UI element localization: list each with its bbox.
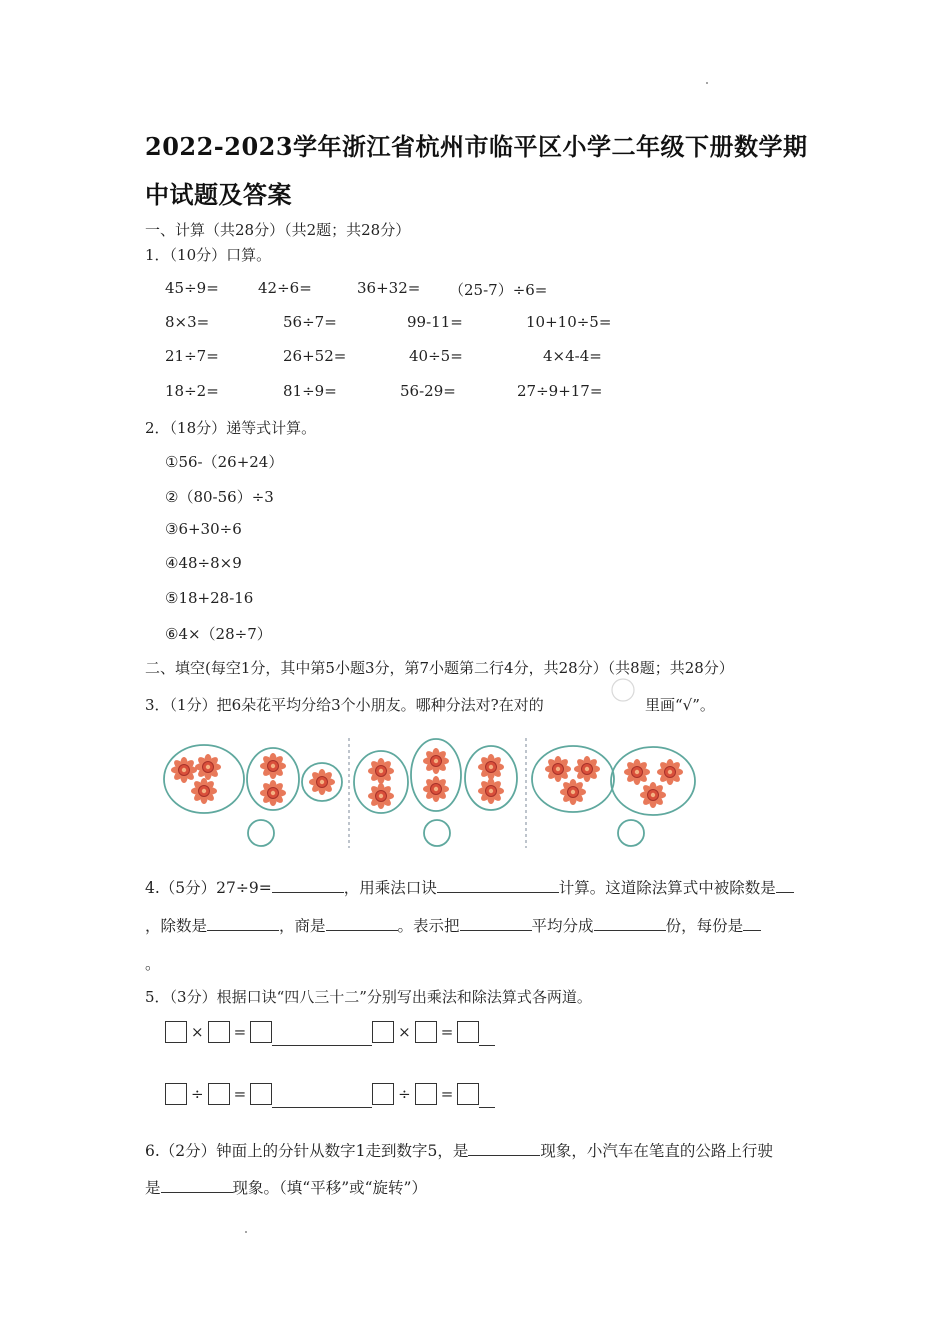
q6-text: 6.（2分）钟面上的分针从数字1走到数字5，是 — [145, 1142, 469, 1160]
q1-cell: 56-29= — [400, 382, 456, 400]
divide-sign: ÷ — [191, 1084, 204, 1103]
equals-sign: = — [440, 1022, 454, 1041]
q6-line2 — [145, 1176, 427, 1198]
q6-line1 — [145, 1139, 773, 1161]
answer-box[interactable] — [457, 1083, 479, 1105]
answer-blank[interactable] — [594, 916, 666, 931]
multiply-sign: × — [398, 1022, 411, 1041]
q1-cell: 4×4-4= — [543, 347, 602, 365]
q4-text: 份，每份是 — [665, 917, 744, 935]
answer-box[interactable] — [415, 1083, 437, 1105]
q1-cell: 81÷9= — [283, 382, 337, 400]
q4-line3: 。 — [145, 955, 161, 973]
section2-header: 二、填空(每空1分，其中第5小题3分，第7小题第二行4分，共28分）（共8题；共28分） — [145, 659, 734, 677]
q3-text-part1: 3．（1分）把6朵花平均分给3个小朋友。哪种分法对?在对的 — [145, 696, 544, 714]
q6-text: 现象，小汽车在笔直的公路上行驶 — [540, 1142, 773, 1160]
q4-line2 — [145, 914, 761, 936]
q4-text: ，除数是 — [145, 917, 208, 935]
divide-sign: ÷ — [398, 1084, 411, 1103]
underline — [479, 1079, 495, 1108]
q1-cell: 99-11= — [407, 313, 463, 331]
scan-speck — [245, 1231, 247, 1233]
section1-header: 一、计算（共28分）（共2题；共28分） — [145, 221, 411, 239]
q1-cell: 21÷7= — [165, 347, 219, 365]
q1-cell: 26+52= — [283, 347, 347, 365]
q4-text: 平均分成 — [531, 917, 594, 935]
q4-text: 。表示把 — [397, 917, 460, 935]
answer-box[interactable] — [165, 1021, 187, 1043]
answer-blank[interactable] — [460, 916, 532, 931]
answer-blank[interactable] — [207, 916, 279, 931]
q2-item: ⑤18+28-16 — [165, 589, 254, 607]
page-title-line2: 中试题及答案 — [145, 180, 292, 209]
answer-box[interactable] — [250, 1083, 272, 1105]
underline — [272, 1017, 372, 1046]
q2-item: ②（80-56）÷3 — [165, 488, 274, 506]
answer-blank[interactable] — [272, 878, 344, 893]
q4-text: ，用乘法口诀 — [343, 879, 437, 897]
q5-multiplication-row — [165, 1017, 495, 1046]
answer-blank[interactable] — [743, 916, 761, 931]
scan-speck — [706, 82, 708, 84]
q5-label: 5．（3分）根据口诀“四八三十二”分别写出乘法和除法算式各两道。 — [145, 988, 592, 1006]
answer-box[interactable] — [457, 1021, 479, 1043]
answer-box[interactable] — [372, 1083, 394, 1105]
answer-blank[interactable] — [326, 916, 398, 931]
underline — [479, 1017, 495, 1046]
answer-box[interactable] — [208, 1021, 230, 1043]
q2-item: ④48÷8×9 — [165, 554, 242, 572]
q2-label: 2．（18分）递等式计算。 — [145, 419, 317, 437]
multiply-sign: × — [191, 1022, 204, 1041]
equals-sign: = — [233, 1084, 247, 1103]
q1-cell: 8×3= — [165, 313, 210, 331]
flower-division-illustration — [160, 733, 705, 853]
page-title-line1: 2022-2023学年浙江省杭州市临平区小学二年级下册数学期 — [145, 132, 808, 161]
q1-cell: 36+32= — [357, 279, 421, 297]
q1-cell: 45÷9= — [165, 279, 219, 297]
answer-box[interactable] — [415, 1021, 437, 1043]
answer-blank[interactable] — [161, 1178, 233, 1193]
underline — [272, 1079, 372, 1108]
answer-box[interactable] — [208, 1083, 230, 1105]
q1-cell: 10+10÷5= — [526, 313, 612, 331]
q3-text-part2: 里画“√”。 — [645, 696, 715, 714]
q4-line1 — [145, 876, 794, 898]
equals-sign: = — [440, 1084, 454, 1103]
q1-cell: 56÷7= — [283, 313, 337, 331]
q1-cell: 40÷5= — [409, 347, 463, 365]
q6-text: 是 — [145, 1179, 161, 1197]
q5-division-row — [165, 1079, 495, 1108]
q1-cell: 18÷2= — [165, 382, 219, 400]
q2-item: ⑥4×（28÷7） — [165, 625, 272, 643]
answer-blank[interactable] — [776, 878, 794, 893]
equals-sign: = — [233, 1022, 247, 1041]
answer-blank[interactable] — [437, 878, 559, 893]
answer-box[interactable] — [165, 1083, 187, 1105]
q4-text: 计算。这道除法算式中被除数是 — [558, 879, 776, 897]
q2-item: ③6+30÷6 — [165, 520, 242, 538]
q6-text: 现象。（填“平移”或“旋转”） — [232, 1179, 427, 1197]
answer-box[interactable] — [250, 1021, 272, 1043]
answer-blank[interactable] — [468, 1141, 540, 1156]
answer-circle-icon — [608, 676, 638, 704]
q1-label: 1．（10分）口算。 — [145, 246, 272, 264]
q1-cell: 42÷6= — [258, 279, 312, 297]
q4-text: ，商是 — [279, 917, 326, 935]
answer-box[interactable] — [372, 1021, 394, 1043]
q4-text: 4.（5分）27÷9= — [145, 879, 272, 897]
q2-item: ①56-（26+24） — [165, 453, 284, 471]
q1-cell: （25-7）÷6= — [449, 281, 548, 299]
q1-cell: 27÷9+17= — [517, 382, 603, 400]
